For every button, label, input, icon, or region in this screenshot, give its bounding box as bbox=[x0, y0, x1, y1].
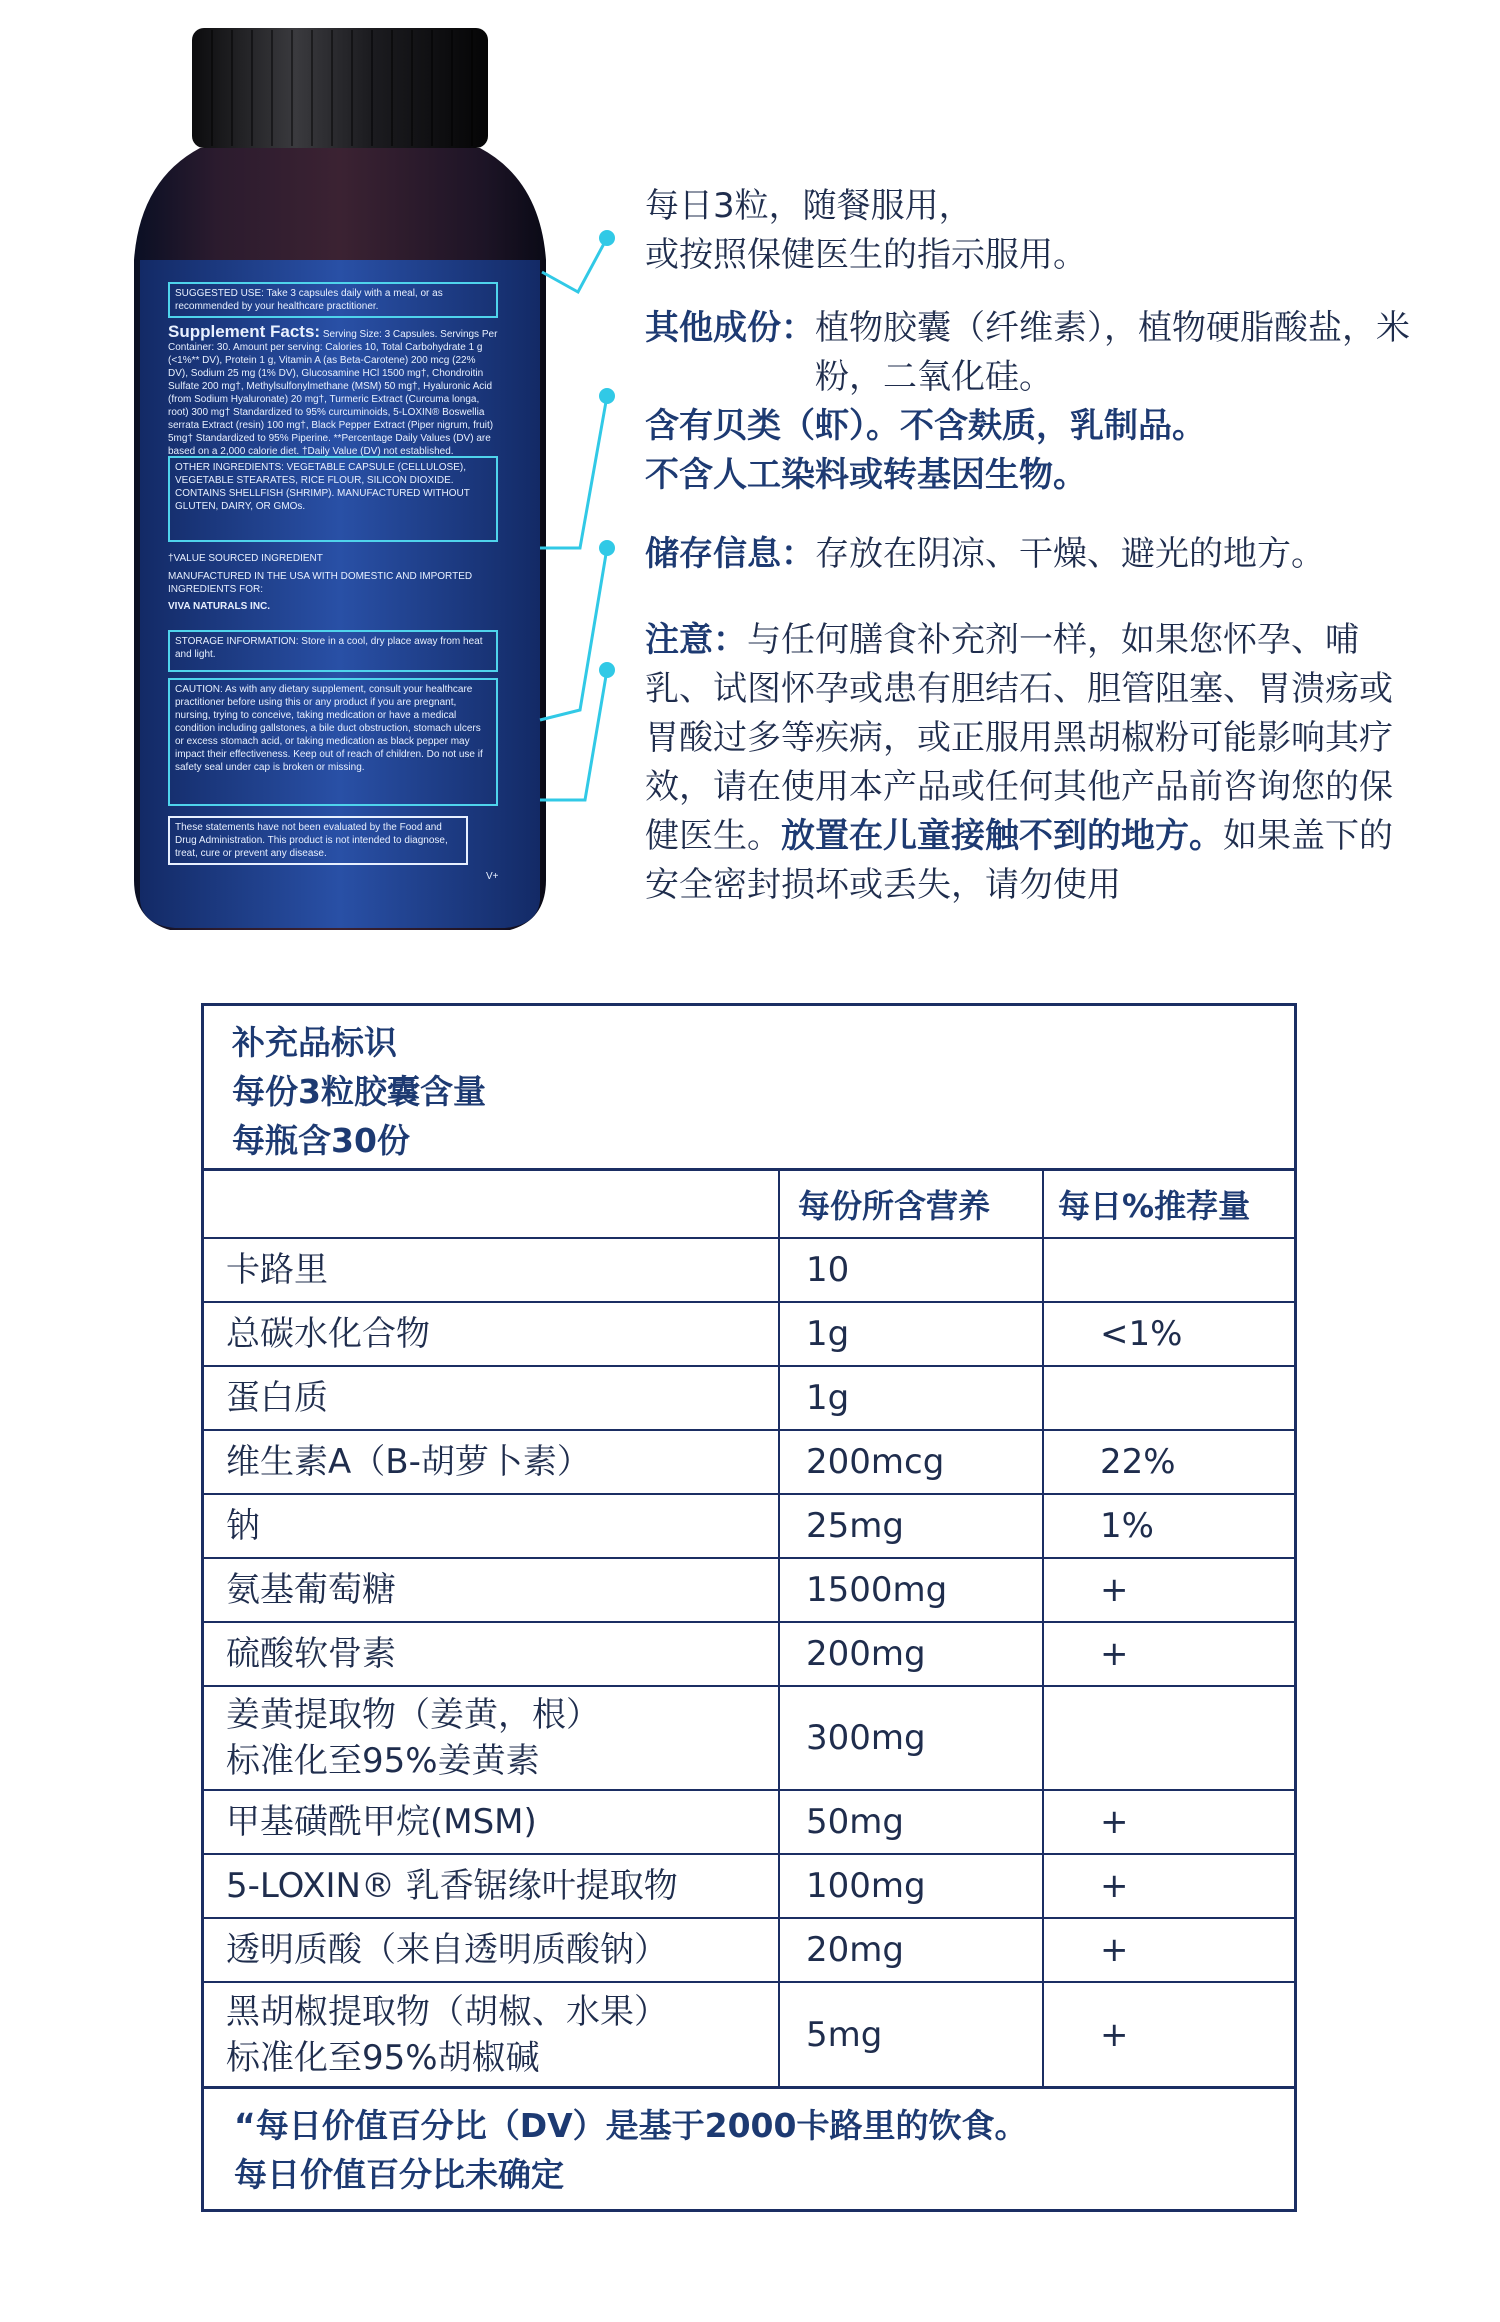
table-header-serving: 每份3粒胶囊含量 bbox=[232, 1072, 486, 1111]
table-column-headers bbox=[204, 1171, 1294, 1239]
row-amount: 300mg bbox=[778, 1687, 1042, 1789]
row-dv: + bbox=[1042, 1983, 1294, 2086]
annotation-caution-bold: 放置在儿童接触不到的地方。 bbox=[781, 816, 1223, 856]
annotation-other-label: 其他成份： bbox=[645, 308, 815, 348]
annotation-caution-tail: 如果盖下的安全密封损坏或丢失，请勿使用 bbox=[645, 816, 1393, 905]
row-dv: + bbox=[1042, 1919, 1294, 1981]
column-header-name bbox=[204, 1171, 778, 1237]
annotation-caution-text: 与任何膳食补充剂一样，如果您怀孕、哺乳、试图怀孕或患有胆结石、胆管阻塞、胃溃疡或胃酸过多等疾病，或正服用黑胡椒粉可能影响其疗效，请在使用本产品或任何其他产品前咨询您的保健医生。 bbox=[645, 620, 1393, 856]
row-dv: + bbox=[1042, 1559, 1294, 1621]
table-row bbox=[204, 1303, 1294, 1367]
table-footer bbox=[204, 2089, 1294, 2209]
annotation-storage-label: 储存信息： bbox=[645, 534, 815, 574]
row-amount: 100mg bbox=[778, 1855, 1042, 1917]
supplement-facts-table bbox=[201, 1003, 1297, 2212]
table-row bbox=[204, 1983, 1294, 2089]
row-amount: 5mg bbox=[778, 1983, 1042, 2086]
connector-suggested-use bbox=[542, 238, 607, 292]
connector-storage bbox=[540, 548, 607, 720]
annotation-storage-text: 存放在阴凉、干燥、避光的地方。 bbox=[815, 534, 1325, 574]
annotation-use-line2: 或按照保健医生的指示服用。 bbox=[645, 235, 1087, 275]
label-facts-title: Supplement Facts: bbox=[168, 322, 321, 341]
table-header-title: 补充品标识 bbox=[232, 1023, 397, 1062]
table-row bbox=[204, 1919, 1294, 1983]
column-header-amount: 每份所含营养 bbox=[778, 1171, 1042, 1237]
label-suggested-use: SUGGESTED USE: Take 3 capsules daily with a meal, or as recommended by your healthcare practitioner. bbox=[168, 282, 498, 318]
annotation-allergen-line2: 不含人工染料或转基因生物。 bbox=[645, 455, 1087, 495]
row-dv bbox=[1042, 1687, 1294, 1789]
column-header-dv: 每日%推荐量 bbox=[1042, 1171, 1294, 1237]
row-amount: 200mg bbox=[778, 1623, 1042, 1685]
connector-caution bbox=[540, 670, 607, 800]
row-name: 维生素A（B-胡萝卜素） bbox=[226, 1442, 591, 1482]
annotation-other-text: 植物胶囊（纤维素），植物硬脂酸盐，米粉，二氧化硅。 bbox=[815, 308, 1410, 397]
row-name: 姜黄提取物（姜黄，根） bbox=[226, 1695, 600, 1735]
label-sourced: †VALUE SOURCED INGREDIENT bbox=[168, 553, 323, 564]
row-name: 透明质酸（来自透明质酸钠） bbox=[226, 1930, 668, 1970]
table-footer-note1: “每日价值百分比（DV）是基于2000卡路里的饮食。 bbox=[234, 2106, 1028, 2145]
table-row bbox=[204, 1495, 1294, 1559]
row-name: 5-LOXIN® 乳香锯缘叶提取物 bbox=[226, 1866, 678, 1906]
connector-other-ingredients bbox=[540, 396, 607, 548]
row-name: 黑胡椒提取物（胡椒、水果） bbox=[226, 1991, 668, 2032]
label-storage: STORAGE INFORMATION: Store in a cool, dry place away from heat and light. bbox=[168, 630, 498, 672]
connector-dot-4 bbox=[599, 662, 615, 678]
annotation-caution-label: 注意： bbox=[645, 620, 747, 660]
label-company: VIVA NATURALS INC. bbox=[168, 601, 271, 612]
annotation-use-line1: 每日3粒，随餐服用， bbox=[645, 186, 973, 226]
connector-dot-3 bbox=[599, 540, 615, 556]
table-header-servings-per-bottle: 每瓶含30份 bbox=[232, 1121, 410, 1160]
row-amount: 10 bbox=[778, 1239, 1042, 1301]
annotation-storage bbox=[645, 530, 1415, 579]
row-name: 氨基葡萄糖 bbox=[226, 1570, 396, 1610]
row-dv: + bbox=[1042, 1791, 1294, 1853]
annotation-other-ingredients bbox=[645, 304, 1415, 500]
label-other-ingredients: OTHER INGREDIENTS: VEGETABLE CAPSULE (CELLULOSE), VEGETABLE STEARATES, RICE FLOUR, SILICON DIOXIDE. CONTAINS SHELLFISH (SHRIMP). MANUFACTURED WITHOUT GLUTEN, DAIRY, OR GMOs. bbox=[168, 456, 498, 542]
row-amount: 25mg bbox=[778, 1495, 1042, 1557]
row-amount: 1g bbox=[778, 1367, 1042, 1429]
row-amount: 1500mg bbox=[778, 1559, 1042, 1621]
row-dv: + bbox=[1042, 1855, 1294, 1917]
row-amount: 50mg bbox=[778, 1791, 1042, 1853]
row-name-detail: 标准化至95%胡椒碱 bbox=[226, 2037, 540, 2078]
row-name-multiline bbox=[204, 1983, 778, 2086]
label-caution: CAUTION: As with any dietary supplement, consult your healthcare practitioner before using this or any product if you are pregnant, nursing, trying to conceive, taking medication or have a medical condition including gallstones, a bile duct obstruction, stomach ulcers or excess stomach acid, or taking medication as black pepper may impact their effectiveness. Keep out of reach of children. Do not use if safety seal under cap is broken or missing. bbox=[168, 678, 498, 806]
connector-dot-2 bbox=[599, 388, 615, 404]
table-row bbox=[204, 1623, 1294, 1687]
annotation-caution bbox=[645, 616, 1415, 910]
row-dv: + bbox=[1042, 1623, 1294, 1685]
table-row bbox=[204, 1687, 1294, 1791]
label-manufactured: MANUFACTURED IN THE USA WITH DOMESTIC AND IMPORTED INGREDIENTS FOR: bbox=[168, 571, 473, 595]
row-name: 甲基磺酰甲烷(MSM) bbox=[226, 1802, 537, 1842]
table-row bbox=[204, 1791, 1294, 1855]
row-name: 总碳水化合物 bbox=[226, 1314, 430, 1354]
row-dv bbox=[1042, 1367, 1294, 1429]
row-name-multiline bbox=[204, 1687, 778, 1789]
table-footer-note2: 每日价值百分比未确定 bbox=[234, 2155, 564, 2194]
row-amount: 1g bbox=[778, 1303, 1042, 1365]
row-name: 硫酸软骨素 bbox=[226, 1634, 396, 1674]
row-name: 蛋白质 bbox=[226, 1378, 328, 1418]
table-row bbox=[204, 1855, 1294, 1919]
annotation-allergen-line1: 含有贝类（虾）。不含麸质，乳制品。 bbox=[645, 406, 1206, 446]
table-header bbox=[204, 1006, 1294, 1171]
label-disclaimer: These statements have not been evaluated by the Food and Drug Administration. This product is not intended to diagnose, treat, cure or prevent any disease. bbox=[168, 816, 468, 865]
row-dv: <1% bbox=[1042, 1303, 1294, 1365]
annotation-suggested-use bbox=[645, 182, 1415, 280]
label-facts-text: Serving Size: 3 Capsules. Servings Per Container: 30. Amount per serving: Calories 10, Total Carbohydrate 1 g (<1%** DV), Protein 1 g, Vitamin A (as Beta-Carotene) 200 mcg (22% DV), Sodium 25 mg (1% DV), Glucosamine HCl 1500 mg†, Chondroitin Sulfate 200 mg†, Methylsulfonylmethane (MSM) 50 mg†, Hyaluronic Acid (from Sodium Hyaluronate) 20 mg†, Turmeric Extract (Curcuma longa, root) 300 mg† Standardized to 95% curcuminoids, 5-LOXIN® Boswellia serrata Extract (resin) 100 mg†, Black Pepper Extract (Piper nigrum, fruit) 5mg† Standardized to 95% Piperine. **Percentage Daily Values (DV) are based on a 2,000 calorie diet. †Daily Value (DV) not established. bbox=[168, 329, 498, 457]
row-name: 卡路里 bbox=[226, 1250, 328, 1290]
table-row bbox=[204, 1239, 1294, 1303]
table-row bbox=[204, 1367, 1294, 1431]
connector-dot-1 bbox=[599, 230, 615, 246]
label-version: V+ bbox=[486, 871, 499, 882]
row-dv: 22% bbox=[1042, 1431, 1294, 1493]
table-row bbox=[204, 1431, 1294, 1495]
row-dv: 1% bbox=[1042, 1495, 1294, 1557]
row-name-detail: 标准化至95%姜黄素 bbox=[226, 1741, 540, 1781]
row-amount: 200mcg bbox=[778, 1431, 1042, 1493]
row-amount: 20mg bbox=[778, 1919, 1042, 1981]
row-dv bbox=[1042, 1239, 1294, 1301]
row-name: 钠 bbox=[226, 1506, 260, 1546]
table-row bbox=[204, 1559, 1294, 1623]
